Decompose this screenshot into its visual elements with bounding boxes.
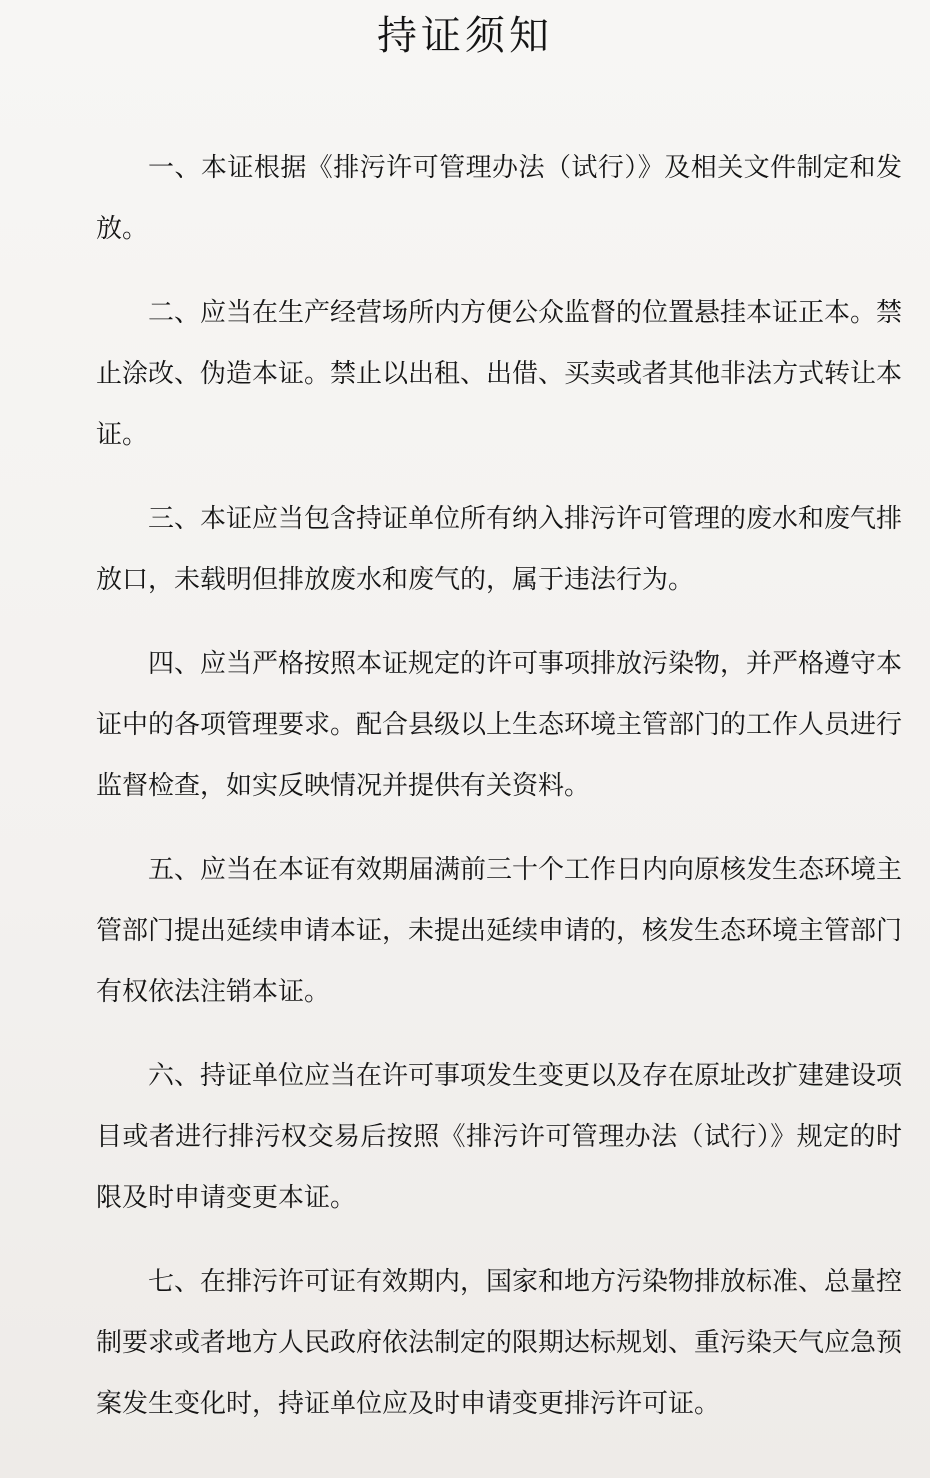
clause-6: 六、持证单位应当在许可事项发生变更以及存在原址改扩建建设项目或者进行排污权交易后按照《排污许可管理办法（试行）》规定的时限及时申请变更本证。 (96, 1061, 903, 1213)
clause-list (96, 138, 902, 1435)
clause-7: 七、在排污许可证有效期内，国家和地方污染物排放标准、总量控制要求或者地方人民政府依法制定的限期达标规划、重污染天气应急预案发生变化时，持证单位应及时申请变更排污许可证。 (96, 1267, 903, 1419)
clause-4: 四、应当严格按照本证规定的许可事项排放污染物，并严格遵守本证中的各项管理要求。配合县级以上生态环境主管部门的工作人员进行监督检查，如实反映情况并提供有关资料。 (96, 649, 903, 801)
clause-5: 五、应当在本证有效期届满前三十个工作日内向原核发生态环境主管部门提出延续申请本证，未提出延续申请的，核发生态环境主管部门有权依法注销本证。 (96, 855, 903, 1007)
document-title: 持证须知 (377, 13, 553, 59)
clause-2: 二、应当在生产经营场所内方便公众监督的位置悬挂本证正本。禁止涂改、伪造本证。禁止以出租、出借、买卖或者其他非法方式转让本证。 (96, 298, 903, 450)
clause-3: 三、本证应当包含持证单位所有纳入排污许可管理的废水和废气排放口，未载明但排放废水和废气的，属于违法行为。 (96, 504, 903, 595)
clause-1: 一、本证根据《排污许可管理办法（试行）》及相关文件制定和发放。 (96, 153, 902, 244)
